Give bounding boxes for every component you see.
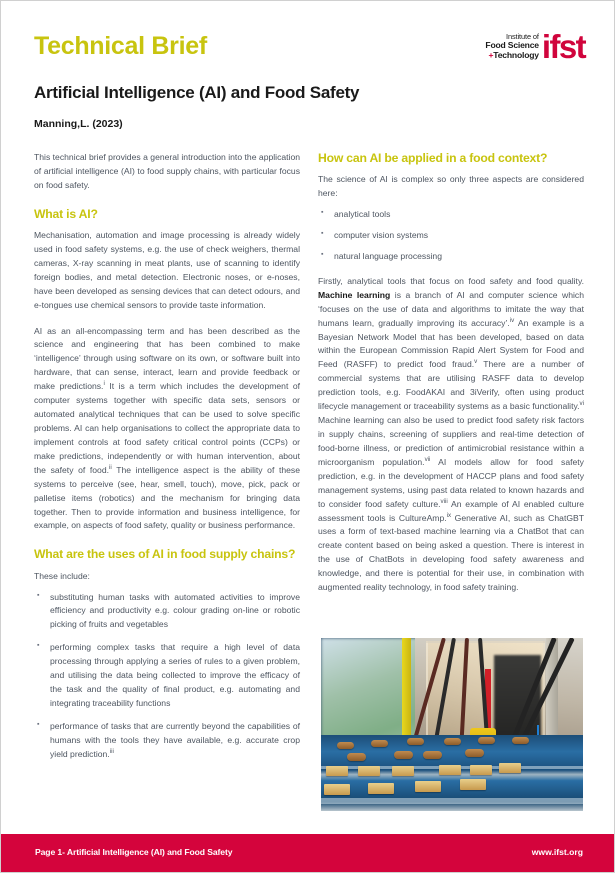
what-is-ai-paragraph-2 <box>34 325 300 534</box>
logo-line-1: Institute of <box>505 31 539 41</box>
photo-biscuit <box>478 737 495 744</box>
page-header <box>1 1 615 141</box>
ref-ii: ii <box>109 463 112 471</box>
uses-bullet-list <box>34 591 300 762</box>
list-item: ▪ analytical tools <box>334 208 584 222</box>
body-part-a: Firstly, analytical tools that focus on food safety and food quality. <box>318 275 584 286</box>
logo-line-3 <box>485 51 538 61</box>
photo-biscuit <box>439 765 461 775</box>
photo-biscuit <box>460 779 486 790</box>
footer-page-label: Page 1- Artificial Intelligence (AI) and Food Safety <box>35 847 233 857</box>
photo-biscuit <box>465 749 484 757</box>
list-item: ▪ substituting human tasks with automated activities to improve efficiency and productivity e.g. colour grading on-line or robotic picking of fruits and vegetables <box>50 591 300 633</box>
ifst-logo <box>485 27 585 67</box>
page-footer <box>1 834 615 872</box>
photo-biscuit <box>326 766 348 776</box>
ref-v: v <box>474 358 478 366</box>
p2-part-b: It is a term which includes the development of computer systems together with specific data sets, sensors or automated analytical techniques that can be used to solve specific problems. AI can help organisations to collect the appropriate data to implement controls at food safety critical control points (CCPs) or make predictions, independently or with human intervention, about the safety of food. <box>34 381 300 475</box>
photo-biscuit <box>423 751 442 759</box>
photo-belt-edge-2 <box>321 798 583 804</box>
applied-lead-in: The science of AI is complex so only three aspects are considered here: <box>318 174 584 199</box>
ref-iii: iii <box>109 747 114 755</box>
photo-biscuit <box>407 738 424 745</box>
what-is-ai-paragraph-1: Mechanisation, automation and image processing is already widely used in food safety systems, e.g. the use of check weighers, thermal cameras, X-ray scanning in meat plants, use of scanning to identify foreign bodies, and metal detection. Electronic noses, or e-noses, have been developed as sensing devices that can detect odours, and e-tongues use chemical sensors to provide taste information. <box>34 230 300 310</box>
footer-website-link[interactable]: www.ifst.org <box>531 847 583 857</box>
intro-paragraph: This technical brief provides a general introduction into the application of artificial intelligence (AI) to food supply chains, with particular focus on food safety. <box>34 152 300 190</box>
p2-part-c: The intelligence aspect is the ability of these systems to perceive (see, hear, smell, touch), move, pick, pack or palletise items (robotics) and the mechanism for bringing data together. Then to provide information and business intelligence, for example, on aspects of food safety, quality or business performance. <box>34 464 300 531</box>
logo-mark-ifst: ifst <box>541 27 585 65</box>
photo-canvas <box>321 638 583 811</box>
p2-part-a: AI as an all-encompassing term and has been described as the science and engineering that has been combined to make ‘intelligence’ through using software on its own, or software built into hardware, that can sense, interact, learn and provide feedback or make predictions. <box>34 325 300 392</box>
list-item: ▪ performing complex tasks that require a high level of data processing through applying a series of rules to a given problem, and utilising the data being collected to improve the efficacy of the task and the quality of final product, e.g. automating and integrating traceability functions <box>50 641 300 711</box>
heading-how-can-ai-be-applied: How can AI be applied in a food context? <box>318 151 548 165</box>
photo-biscuit <box>337 742 354 749</box>
photo-biscuit <box>394 751 413 759</box>
heading-what-is-ai: What is AI? <box>34 206 98 221</box>
ref-vi: vi <box>579 400 584 408</box>
right-column <box>318 151 584 607</box>
photo-biscuit <box>415 781 441 792</box>
body-part-c: An example is a Bayesian Network Model that has been developed, based on data within the European Commission Rapid Alert System for Food and Feed (RASFF) to predict food fraud. <box>318 317 584 370</box>
list-item <box>50 720 300 762</box>
term-machine-learning: Machine learning <box>318 289 391 300</box>
photo-biscuit <box>470 765 492 775</box>
photo-biscuit <box>358 766 380 776</box>
body-part-g: An example of AI enabled culture assessment tools is CultureAmp. <box>318 498 584 523</box>
heading-uses-of-ai: What are the uses of AI in food supply chains? <box>34 547 296 562</box>
logo-plus-icon: + <box>488 49 494 60</box>
photo-biscuit <box>371 740 388 747</box>
analytical-tools-paragraph <box>318 275 584 595</box>
photo-biscuit <box>392 766 414 776</box>
photo-biscuit <box>347 753 366 761</box>
bullet-3-text: performance of tasks that are currently beyond the capabilities of humans with the tools they have available, e.g. accurate crop yield prediction. <box>50 720 300 759</box>
list-item: ▪ computer vision systems <box>334 229 584 243</box>
photo-biscuit <box>512 737 529 744</box>
robotic-pick-place-photo <box>321 638 583 811</box>
author-line: Manning,L. (2023) <box>34 118 123 130</box>
photo-biscuit <box>499 763 521 773</box>
list-item: ▪ natural language processing <box>334 250 584 264</box>
ref-iv: iv <box>509 316 515 324</box>
logo-wordmark <box>485 33 538 62</box>
ref-ix: ix <box>446 511 452 519</box>
ref-i: i <box>103 380 105 388</box>
body-part-f: AI models allow for food safety prediction, e.g. in the development of HACCP plans and food safety management systems, using past data related to known hazards and to consider food safety culture. <box>318 456 584 509</box>
left-column <box>34 151 300 773</box>
brief-title: Technical Brief <box>34 32 207 60</box>
ref-viii: viii <box>440 497 448 505</box>
body-part-b: is a branch of AI and computer science which ‘focuses on the use of data and algorithms to imitate the way that humans learn, gradually improving its accuracy’. <box>318 289 584 328</box>
photo-biscuit <box>324 784 350 795</box>
logo-line-3-text: Technology <box>493 49 539 60</box>
ref-vii: vii <box>424 455 431 463</box>
photo-biscuit <box>444 738 461 745</box>
body-part-h: Generative AI, such as ChatGBT uses a form of text-based machine learning via a ChatBot that can create content based on being asked a question. There is interest in the use of ChatBots in developing food safety awareness and knowledge, and there is potential for their use, in combination with augmented reality technology, in food safety training. <box>318 512 584 593</box>
photo-biscuit <box>368 783 394 794</box>
page-title: Artificial Intelligence (AI) and Food Safety <box>34 83 360 102</box>
logo-line-2: Food Science <box>485 40 539 51</box>
body-part-d: There are a number of commercial systems that are utilising RASFF data to develop prediction tools, e.g. FoodAKAI and 3iVerify, often using product lifecycle management or traceability systems as a basic functionality. <box>318 359 584 412</box>
aspects-bullet-list <box>318 208 584 264</box>
body-part-e: Machine learning can also be used to predict food safety risk factors in supply chains, screening of suppliers and real-time detection of food-borne illness, or prediction of antimicrobial resistance within a microorganism population. <box>318 415 584 467</box>
uses-lead-in: These include: <box>34 570 90 581</box>
